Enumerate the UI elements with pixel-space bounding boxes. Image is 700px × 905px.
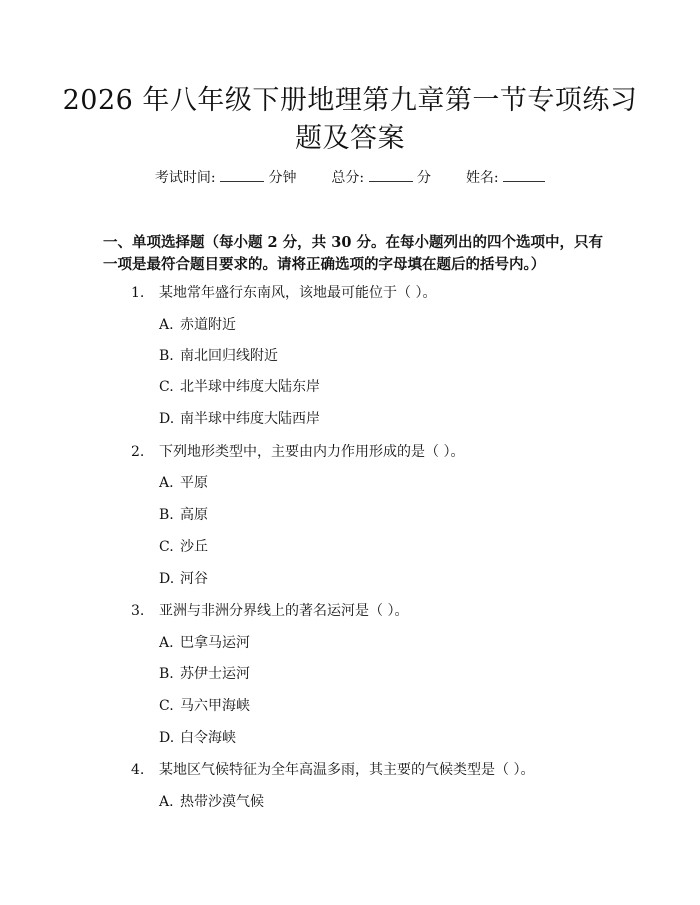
question-4 <box>131 760 534 780</box>
question-2-option-b <box>159 505 208 525</box>
option-text: 马六甲海峡 <box>180 698 250 714</box>
question-1-option-a <box>159 315 236 335</box>
option-text: 南半球中纬度大陆西岸 <box>180 411 320 427</box>
option-letter: C. <box>159 539 174 555</box>
time-label: 考试时间: <box>154 170 216 186</box>
score-unit: 分 <box>417 170 432 186</box>
option-text: 热带沙漠气候 <box>180 794 264 810</box>
option-text: 赤道附近 <box>180 317 236 333</box>
option-text: 白令海峡 <box>180 730 236 746</box>
question-number: 4. <box>131 762 145 778</box>
option-letter: C. <box>159 379 174 395</box>
question-text: 某地区气候特征为全年高温多雨，其主要的气候类型是（ ）。 <box>159 762 535 778</box>
option-text: 河谷 <box>180 571 208 587</box>
question-3-option-c <box>159 696 250 716</box>
score-label: 总分: <box>331 170 365 186</box>
name-label: 姓名: <box>465 170 499 186</box>
question-4-option-a <box>159 792 264 812</box>
name-blank <box>503 169 545 182</box>
question-1-option-c <box>159 377 320 397</box>
question-text: 下列地形类型中，主要由内力作用形成的是（ ）。 <box>159 444 465 460</box>
question-3-option-a <box>159 633 250 653</box>
question-number: 1. <box>131 285 145 301</box>
option-letter: A. <box>159 317 174 333</box>
option-text: 巴拿马运河 <box>180 635 250 651</box>
option-letter: A. <box>159 475 174 491</box>
option-text: 北半球中纬度大陆东岸 <box>180 379 320 395</box>
option-text: 沙丘 <box>180 539 208 555</box>
option-letter: B. <box>159 666 174 682</box>
option-letter: A. <box>159 635 174 651</box>
question-3-option-b <box>159 664 250 684</box>
question-2 <box>131 442 464 462</box>
option-text: 平原 <box>180 475 208 491</box>
option-letter: D. <box>159 730 175 746</box>
section-heading: 一、单项选择题（每小题 2 分，共 30 分。在每小题列出的四个选项中，只有一项是最符合题目要求的。请将正确选项的字母填在题后的括号内。） <box>103 234 603 273</box>
question-2-option-c <box>159 537 208 557</box>
option-letter: D. <box>159 571 175 587</box>
option-letter: B. <box>159 348 174 364</box>
document-title: 2026 年八年级下册地理第九章第一节专项练习题及答案 <box>62 85 638 154</box>
option-text: 苏伊士运河 <box>180 666 250 682</box>
option-text: 高原 <box>180 507 208 523</box>
option-letter: C. <box>159 698 174 714</box>
time-blank <box>220 169 264 182</box>
question-2-option-d <box>159 569 208 589</box>
question-1 <box>131 283 436 303</box>
time-unit: 分钟 <box>268 170 297 186</box>
option-letter: A. <box>159 794 174 810</box>
option-letter: D. <box>159 411 175 427</box>
question-text: 亚洲与非洲分界线上的著名运河是（ ）。 <box>159 603 409 619</box>
question-1-option-b <box>159 346 278 366</box>
question-number: 2. <box>131 444 145 460</box>
option-letter: B. <box>159 507 174 523</box>
question-1-option-d <box>159 409 320 429</box>
exam-info-line <box>0 168 700 188</box>
question-2-option-a <box>159 473 208 493</box>
score-blank <box>369 169 413 182</box>
question-number: 3. <box>131 603 145 619</box>
question-text: 某地常年盛行东南风，该地最可能位于（ ）。 <box>159 285 437 301</box>
question-3 <box>131 601 408 621</box>
option-text: 南北回归线附近 <box>180 348 278 364</box>
question-3-option-d <box>159 728 236 748</box>
